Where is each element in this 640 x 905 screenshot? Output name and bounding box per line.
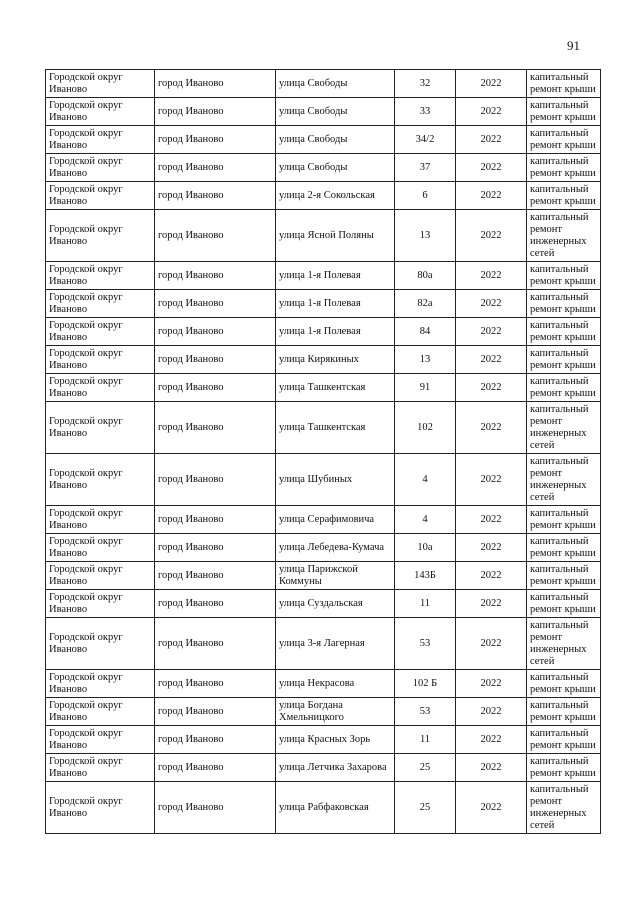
- district-cell: Городской округ Иваново: [46, 618, 155, 670]
- city-cell: город Иваново: [155, 70, 276, 98]
- table-row: [46, 210, 601, 262]
- work-type-cell: капитальный ремонт крыши: [527, 154, 601, 182]
- year-cell: 2022: [456, 290, 527, 318]
- house-number-cell: 102 Б: [395, 670, 456, 698]
- work-type-cell: капитальный ремонт крыши: [527, 698, 601, 726]
- house-number-cell: 6: [395, 182, 456, 210]
- table-row: [46, 402, 601, 454]
- table-row: [46, 454, 601, 506]
- street-cell: улица Кирякиных: [276, 346, 395, 374]
- work-type-cell: капитальный ремонт крыши: [527, 754, 601, 782]
- year-cell: 2022: [456, 374, 527, 402]
- year-cell: 2022: [456, 534, 527, 562]
- year-cell: 2022: [456, 318, 527, 346]
- city-cell: город Иваново: [155, 154, 276, 182]
- table-row: [46, 506, 601, 534]
- year-cell: 2022: [456, 210, 527, 262]
- district-cell: Городской округ Иваново: [46, 126, 155, 154]
- house-number-cell: 82а: [395, 290, 456, 318]
- work-type-cell: капитальный ремонт крыши: [527, 346, 601, 374]
- district-cell: Городской округ Иваново: [46, 534, 155, 562]
- table-row: [46, 670, 601, 698]
- work-type-cell: капитальный ремонт инженерных сетей: [527, 402, 601, 454]
- year-cell: 2022: [456, 402, 527, 454]
- year-cell: 2022: [456, 182, 527, 210]
- street-cell: улица Богдана Хмельницкого: [276, 698, 395, 726]
- city-cell: город Иваново: [155, 506, 276, 534]
- city-cell: город Иваново: [155, 210, 276, 262]
- work-type-cell: капитальный ремонт крыши: [527, 534, 601, 562]
- house-number-cell: 37: [395, 154, 456, 182]
- year-cell: 2022: [456, 670, 527, 698]
- district-cell: Городской округ Иваново: [46, 154, 155, 182]
- house-number-cell: 102: [395, 402, 456, 454]
- table-body: [46, 70, 601, 834]
- city-cell: город Иваново: [155, 698, 276, 726]
- house-number-cell: 53: [395, 618, 456, 670]
- district-cell: Городской округ Иваново: [46, 182, 155, 210]
- city-cell: город Иваново: [155, 262, 276, 290]
- city-cell: город Иваново: [155, 562, 276, 590]
- year-cell: 2022: [456, 782, 527, 834]
- street-cell: улица Некрасова: [276, 670, 395, 698]
- table-row: [46, 534, 601, 562]
- district-cell: Городской округ Иваново: [46, 290, 155, 318]
- district-cell: Городской округ Иваново: [46, 454, 155, 506]
- house-number-cell: 91: [395, 374, 456, 402]
- street-cell: улица 1-я Полевая: [276, 262, 395, 290]
- table-row: [46, 618, 601, 670]
- table-row: [46, 126, 601, 154]
- city-cell: город Иваново: [155, 402, 276, 454]
- street-cell: улица Свободы: [276, 70, 395, 98]
- year-cell: 2022: [456, 70, 527, 98]
- house-number-cell: 80а: [395, 262, 456, 290]
- street-cell: улица Серафимовича: [276, 506, 395, 534]
- housing-repair-table: [45, 69, 601, 834]
- table-row: [46, 726, 601, 754]
- city-cell: город Иваново: [155, 454, 276, 506]
- year-cell: 2022: [456, 754, 527, 782]
- house-number-cell: 4: [395, 454, 456, 506]
- year-cell: 2022: [456, 506, 527, 534]
- district-cell: Городской округ Иваново: [46, 210, 155, 262]
- year-cell: 2022: [456, 726, 527, 754]
- table-row: [46, 290, 601, 318]
- city-cell: город Иваново: [155, 98, 276, 126]
- table-row: [46, 262, 601, 290]
- work-type-cell: капитальный ремонт крыши: [527, 670, 601, 698]
- city-cell: город Иваново: [155, 754, 276, 782]
- work-type-cell: капитальный ремонт инженерных сетей: [527, 210, 601, 262]
- district-cell: Городской округ Иваново: [46, 698, 155, 726]
- house-number-cell: 11: [395, 726, 456, 754]
- year-cell: 2022: [456, 562, 527, 590]
- table-row: [46, 346, 601, 374]
- table-row: [46, 562, 601, 590]
- district-cell: Городской округ Иваново: [46, 318, 155, 346]
- house-number-cell: 13: [395, 346, 456, 374]
- street-cell: улица Суздальская: [276, 590, 395, 618]
- house-number-cell: 53: [395, 698, 456, 726]
- work-type-cell: капитальный ремонт крыши: [527, 562, 601, 590]
- house-number-cell: 10а: [395, 534, 456, 562]
- table-row: [46, 182, 601, 210]
- work-type-cell: капитальный ремонт инженерных сетей: [527, 454, 601, 506]
- street-cell: улица Рабфаковская: [276, 782, 395, 834]
- district-cell: Городской округ Иваново: [46, 98, 155, 126]
- work-type-cell: капитальный ремонт крыши: [527, 506, 601, 534]
- district-cell: Городской округ Иваново: [46, 754, 155, 782]
- year-cell: 2022: [456, 698, 527, 726]
- house-number-cell: 143Б: [395, 562, 456, 590]
- house-number-cell: 84: [395, 318, 456, 346]
- work-type-cell: капитальный ремонт крыши: [527, 290, 601, 318]
- city-cell: город Иваново: [155, 290, 276, 318]
- district-cell: Городской округ Иваново: [46, 506, 155, 534]
- work-type-cell: капитальный ремонт крыши: [527, 98, 601, 126]
- city-cell: город Иваново: [155, 726, 276, 754]
- street-cell: улица Красных Зорь: [276, 726, 395, 754]
- street-cell: улица Ташкентская: [276, 374, 395, 402]
- city-cell: город Иваново: [155, 182, 276, 210]
- house-number-cell: 13: [395, 210, 456, 262]
- table-row: [46, 98, 601, 126]
- street-cell: улица Лебедева-Кумача: [276, 534, 395, 562]
- street-cell: улица 3-я Лагерная: [276, 618, 395, 670]
- street-cell: улица 1-я Полевая: [276, 318, 395, 346]
- city-cell: город Иваново: [155, 346, 276, 374]
- street-cell: улица Шубиных: [276, 454, 395, 506]
- year-cell: 2022: [456, 454, 527, 506]
- table-row: [46, 318, 601, 346]
- house-number-cell: 4: [395, 506, 456, 534]
- street-cell: улица Свободы: [276, 154, 395, 182]
- district-cell: Городской округ Иваново: [46, 374, 155, 402]
- page-number: 91: [567, 38, 580, 53]
- district-cell: Городской округ Иваново: [46, 402, 155, 454]
- district-cell: Городской округ Иваново: [46, 590, 155, 618]
- year-cell: 2022: [456, 154, 527, 182]
- street-cell: улица 2-я Сокольская: [276, 182, 395, 210]
- work-type-cell: капитальный ремонт крыши: [527, 262, 601, 290]
- year-cell: 2022: [456, 98, 527, 126]
- street-cell: улица Парижской Коммуны: [276, 562, 395, 590]
- city-cell: город Иваново: [155, 534, 276, 562]
- street-cell: улица Ташкентская: [276, 402, 395, 454]
- table-row: [46, 698, 601, 726]
- street-cell: улица Летчика Захарова: [276, 754, 395, 782]
- city-cell: город Иваново: [155, 618, 276, 670]
- work-type-cell: капитальный ремонт крыши: [527, 590, 601, 618]
- house-number-cell: 11: [395, 590, 456, 618]
- table-row: [46, 154, 601, 182]
- city-cell: город Иваново: [155, 126, 276, 154]
- street-cell: улица 1-я Полевая: [276, 290, 395, 318]
- house-number-cell: 25: [395, 782, 456, 834]
- district-cell: Городской округ Иваново: [46, 562, 155, 590]
- city-cell: город Иваново: [155, 782, 276, 834]
- table-row: [46, 70, 601, 98]
- year-cell: 2022: [456, 126, 527, 154]
- house-number-cell: 32: [395, 70, 456, 98]
- street-cell: улица Свободы: [276, 126, 395, 154]
- work-type-cell: капитальный ремонт крыши: [527, 126, 601, 154]
- city-cell: город Иваново: [155, 374, 276, 402]
- house-number-cell: 34/2: [395, 126, 456, 154]
- year-cell: 2022: [456, 346, 527, 374]
- district-cell: Городской округ Иваново: [46, 726, 155, 754]
- work-type-cell: капитальный ремонт инженерных сетей: [527, 782, 601, 834]
- work-type-cell: капитальный ремонт крыши: [527, 726, 601, 754]
- table-row: [46, 782, 601, 834]
- district-cell: Городской округ Иваново: [46, 670, 155, 698]
- district-cell: Городской округ Иваново: [46, 346, 155, 374]
- district-cell: Городской округ Иваново: [46, 70, 155, 98]
- house-number-cell: 33: [395, 98, 456, 126]
- work-type-cell: капитальный ремонт крыши: [527, 374, 601, 402]
- district-cell: Городской округ Иваново: [46, 782, 155, 834]
- work-type-cell: капитальный ремонт инженерных сетей: [527, 618, 601, 670]
- street-cell: улица Свободы: [276, 98, 395, 126]
- table-row: [46, 754, 601, 782]
- year-cell: 2022: [456, 590, 527, 618]
- street-cell: улица Ясной Поляны: [276, 210, 395, 262]
- city-cell: город Иваново: [155, 590, 276, 618]
- city-cell: город Иваново: [155, 670, 276, 698]
- table-row: [46, 590, 601, 618]
- work-type-cell: капитальный ремонт крыши: [527, 70, 601, 98]
- city-cell: город Иваново: [155, 318, 276, 346]
- work-type-cell: капитальный ремонт крыши: [527, 318, 601, 346]
- work-type-cell: капитальный ремонт крыши: [527, 182, 601, 210]
- district-cell: Городской округ Иваново: [46, 262, 155, 290]
- year-cell: 2022: [456, 262, 527, 290]
- table-row: [46, 374, 601, 402]
- year-cell: 2022: [456, 618, 527, 670]
- house-number-cell: 25: [395, 754, 456, 782]
